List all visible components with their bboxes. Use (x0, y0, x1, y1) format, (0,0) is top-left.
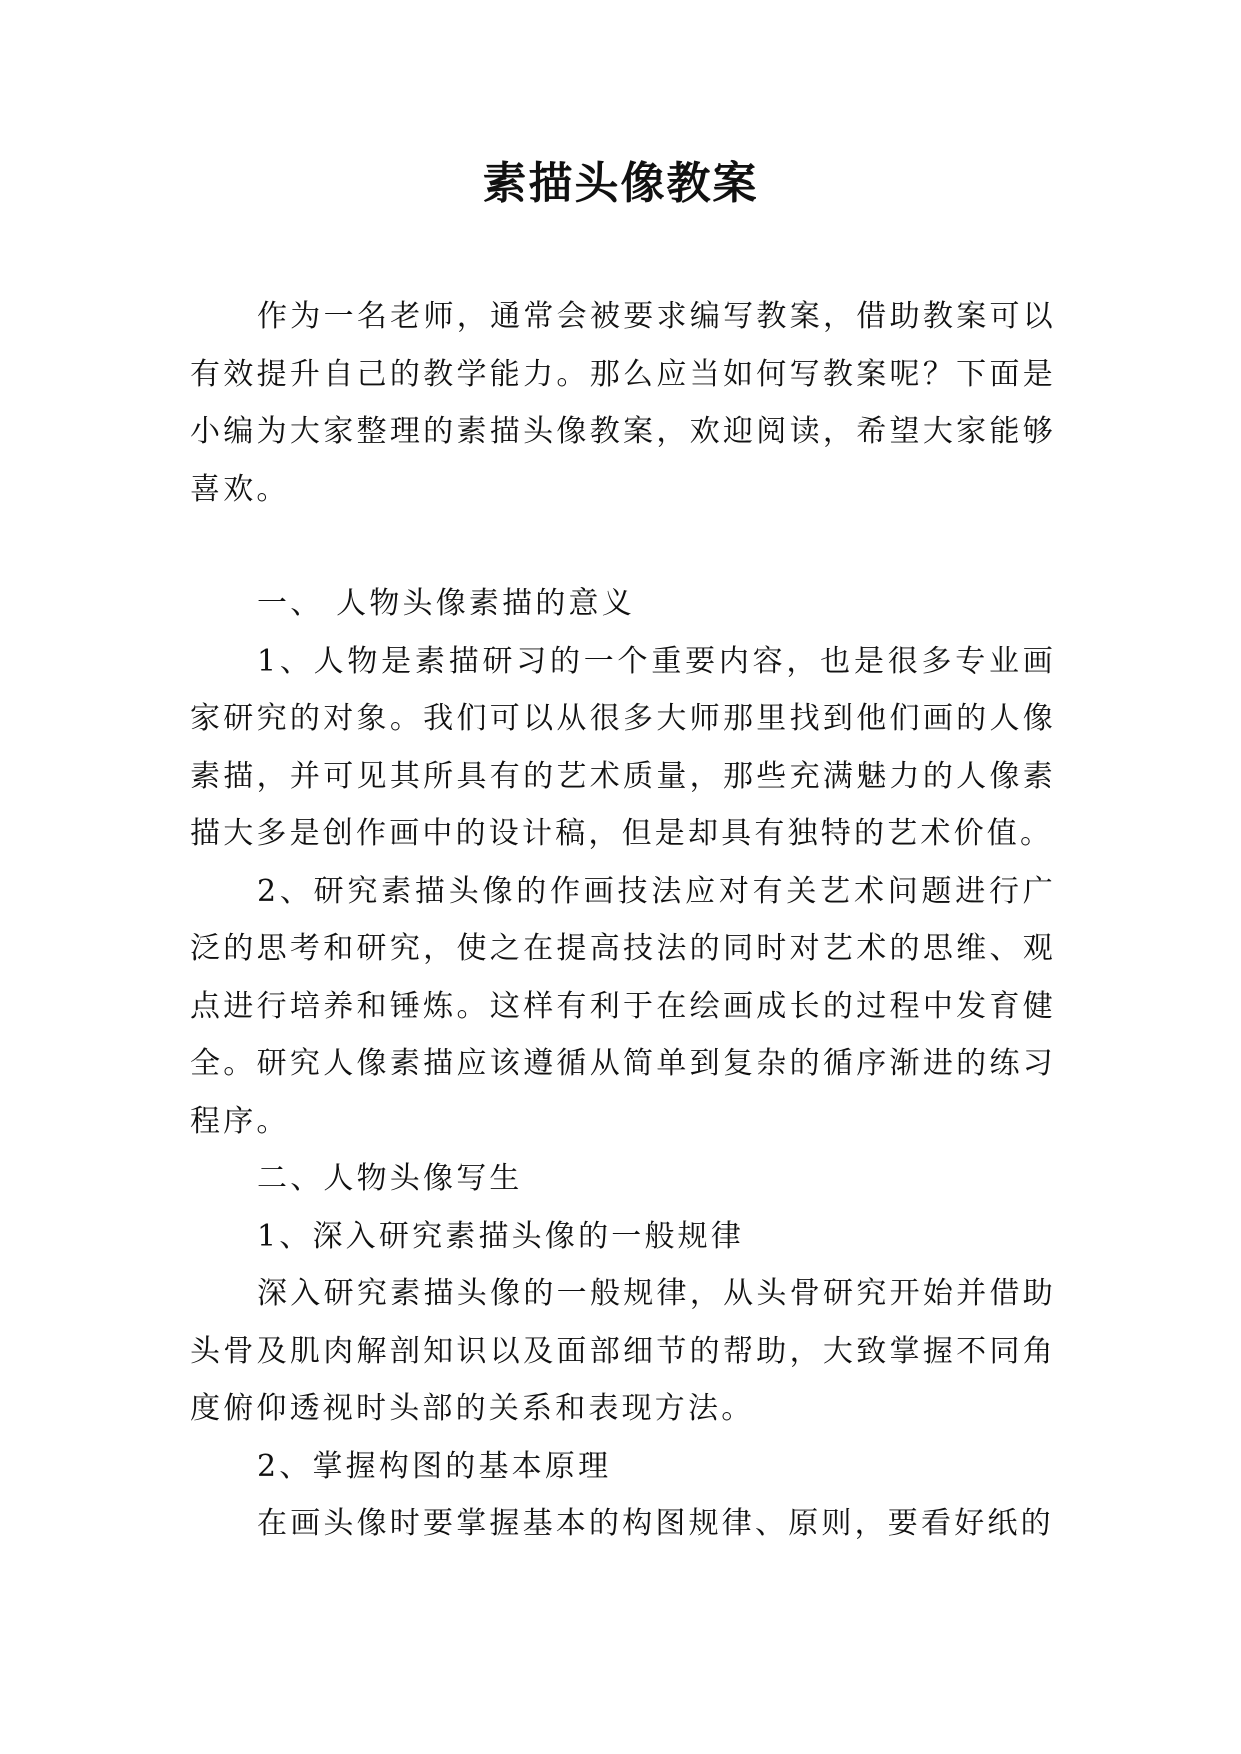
subheading-2-1: 1、深入研究素描头像的一般规律 (257, 1218, 745, 1254)
section-2-paragraph-1: 深入研究素描头像的一般规律，从头骨研究开始并借助头骨及肌肉解剖知识以及面部细节的帮助，大致掌握不同角度俯仰透视时头部的关系和表现方法。 (190, 1276, 1056, 1426)
section-heading-1: 一、 人物头像素描的意义 (257, 586, 635, 621)
intro-paragraph: 作为一名老师，通常会被要求编写教案，借助教案可以有效提升自己的教学能力。那么应当如何写教案呢？下面是小编为大家整理的素描头像教案，欢迎阅读，希望大家能够喜欢。 (190, 299, 1056, 507)
section-1-paragraph-1: 1、人物是素描研习的一个重要内容，也是很多专业画家研究的对象。我们可以从很多大师那里找到他们画的人像素描，并可见其所具有的艺术质量，那些充满魅力的人像素描大多是创作画中的设计稿，但是却具有独特的艺术价值。 (190, 643, 1056, 851)
subheading-2-2: 2、掌握构图的基本原理 (257, 1448, 612, 1484)
section-heading-2: 二、人物头像写生 (257, 1161, 523, 1196)
document-body (190, 288, 1056, 1553)
paragraph-spacer (190, 518, 1056, 575)
section-2-paragraph-2: 在画头像时要掌握基本的构图规律、原则，要看好纸的 (257, 1506, 1054, 1541)
document-title: 素描头像教案 (482, 158, 759, 209)
section-1-paragraph-2: 2、研究素描头像的作画技法应对有关艺术问题进行广泛的思考和研究，使之在提高技法的同时对艺术的思维、观点进行培养和锤炼。这样有利于在绘画成长的过程中发育健全。研究人像素描应该遵循从简单到复杂的循序渐进的练习程序。 (190, 873, 1056, 1139)
